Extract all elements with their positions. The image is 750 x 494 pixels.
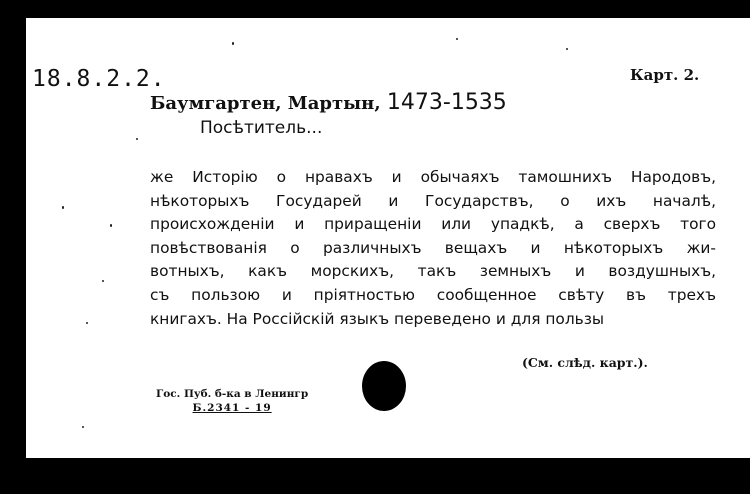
text-line: же Исторію о нравахъ и обычаяхъ тамошнихъ Народовъ, <box>150 168 716 186</box>
scan-border <box>0 458 750 494</box>
scan-speck <box>456 38 458 40</box>
title-continuation <box>150 166 716 331</box>
scan-speck <box>232 42 234 45</box>
card-number: Карт. 2. <box>630 66 700 84</box>
stamp-inventory-number: Б.2341 - 19 <box>192 402 272 414</box>
scan-speck <box>102 280 104 282</box>
text-line: вотныхъ, какъ морскихъ, такъ земныхъ и воздушныхъ, <box>150 262 716 281</box>
title-start: Посѣтитель... <box>200 118 323 138</box>
text-line: повѣствованія о различныхъ вещахъ и нѣкоторыхъ жи- <box>150 238 716 257</box>
text-line: съ пользою и пріятностью сообщенное свѣту въ трехъ <box>150 285 716 304</box>
library-stamp <box>156 387 308 415</box>
scan-speck <box>566 48 568 50</box>
author-heading <box>150 90 507 115</box>
catalog-card <box>26 18 750 458</box>
call-number: 18.8.2.2. <box>32 66 166 92</box>
text-line: происхожденіи и приращеніи или упадкѣ, а сверхъ того <box>150 215 716 234</box>
scan-speck <box>110 224 112 227</box>
punch-hole <box>362 361 406 411</box>
scan-speck <box>86 322 88 324</box>
text-line: нѣкоторыхъ Государей и Государствъ, о ихъ началѣ, <box>150 191 716 210</box>
author-years: 1473-1535 <box>386 90 507 115</box>
scan-speck <box>62 206 64 209</box>
stamp-library-name: Гос. Пуб. б-ка в Ленингр <box>156 388 309 400</box>
author-name: Баумгартен, Мартын, <box>150 93 381 114</box>
text-line: книгахъ. На Россійскій языкъ переведено и для пользы <box>150 309 605 328</box>
scan-speck <box>82 426 84 428</box>
scan-speck <box>136 138 138 140</box>
continuation-note: (См. слѣд. карт.). <box>522 355 648 370</box>
